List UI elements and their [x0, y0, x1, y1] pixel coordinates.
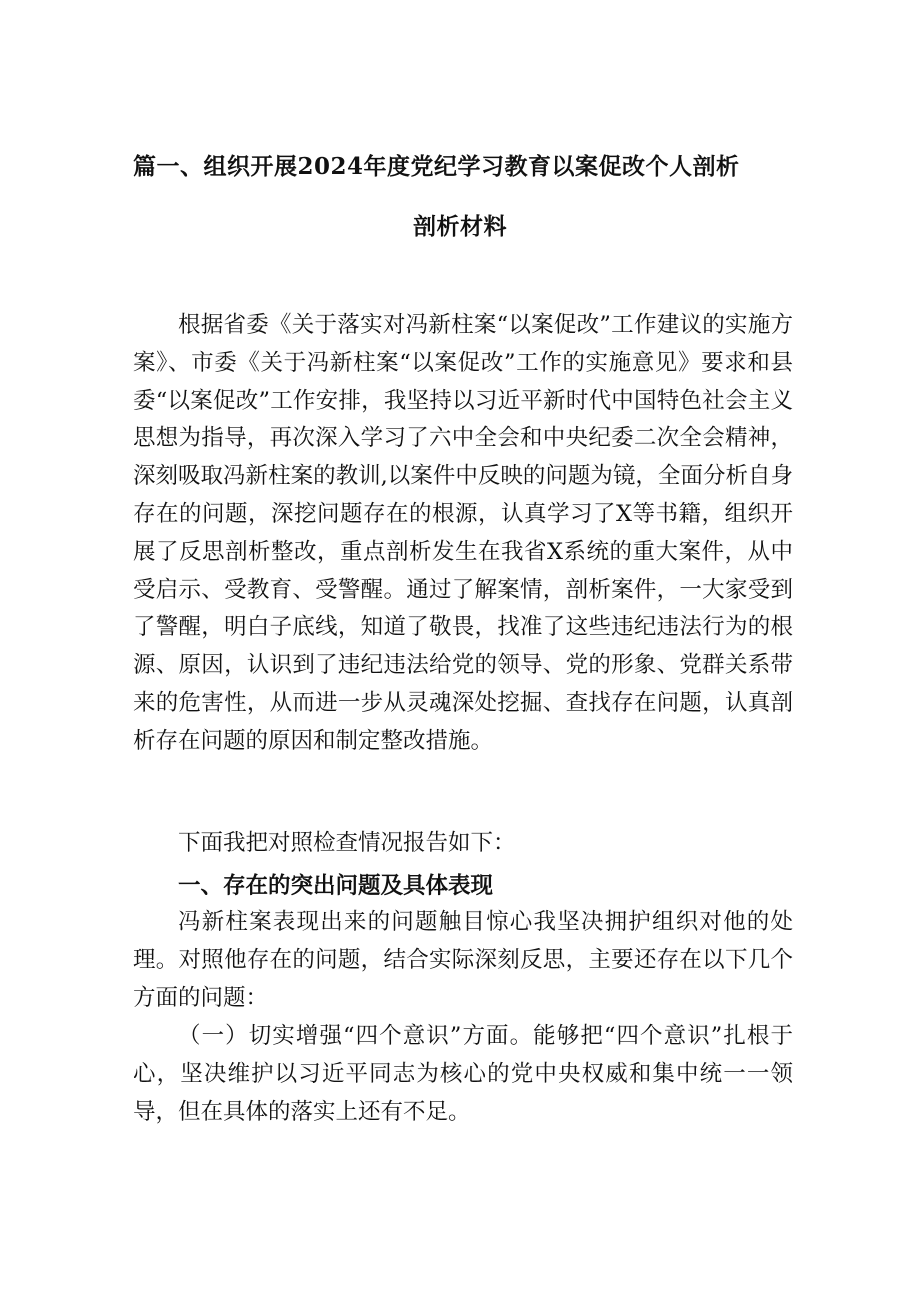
document-title-line-2: 剖析材料: [413, 213, 507, 240]
document-title-line-1: 篇一、组织开展2024年度党纪学习教育以案促改个人剖析: [133, 153, 740, 180]
section-heading-1: 一、存在的突出问题及具体表现: [178, 873, 494, 899]
paragraph-report-lead: 下面我把对照检查情况报告如下：: [178, 830, 516, 856]
paragraph-intro: 根据省委《关于落实对冯新柱案“以案促改”工作建议的实施方案》、市委《关于冯新柱案“以案促改”工作的实施意见》要求和县委“以案促改”工作安排，我坚持以习近平新时代中国特色社会主义思想为指导，再次深入学习了六中全会和中央纪委二次全会精神，深刻吸取冯新柱案的教训,以案件中反映的问题为镜，全面分析自身存在的问题，深挖问题存在的根源，认真学习了X等书籍，组织开展了反思剖析整改，重点剖析发生在我省X系统的重大案件，从中受启示、受教育、受警醒。通过了解案情，剖析案件，一大家受到了警醒，明白子底线，知道了敬畏，找准了这些违纪违法行为的根源、原因，认识到了违纪违法给党的领导、党的形象、党群关系带来的危害性，从而进一步从灵魂深处挖掘、查找存在问题，认真剖析存在问题的原因和制定整改措施。: [133, 312, 793, 754]
paragraph-four-consciousness: （一）切实增强“四个意识”方面。能够把“四个意识”扎根于心，坚决维护以习近平同志为核心的党中央权威和集中统一一领导，但在具体的落实上还有不足。: [133, 1023, 793, 1125]
paragraph-problems-intro: 冯新柱案表现出来的问题触目惊心我坚决拥护组织对他的处理。对照他存在的问题，结合实际深刻反思，主要还存在以下几个方面的问题：: [133, 909, 793, 1011]
